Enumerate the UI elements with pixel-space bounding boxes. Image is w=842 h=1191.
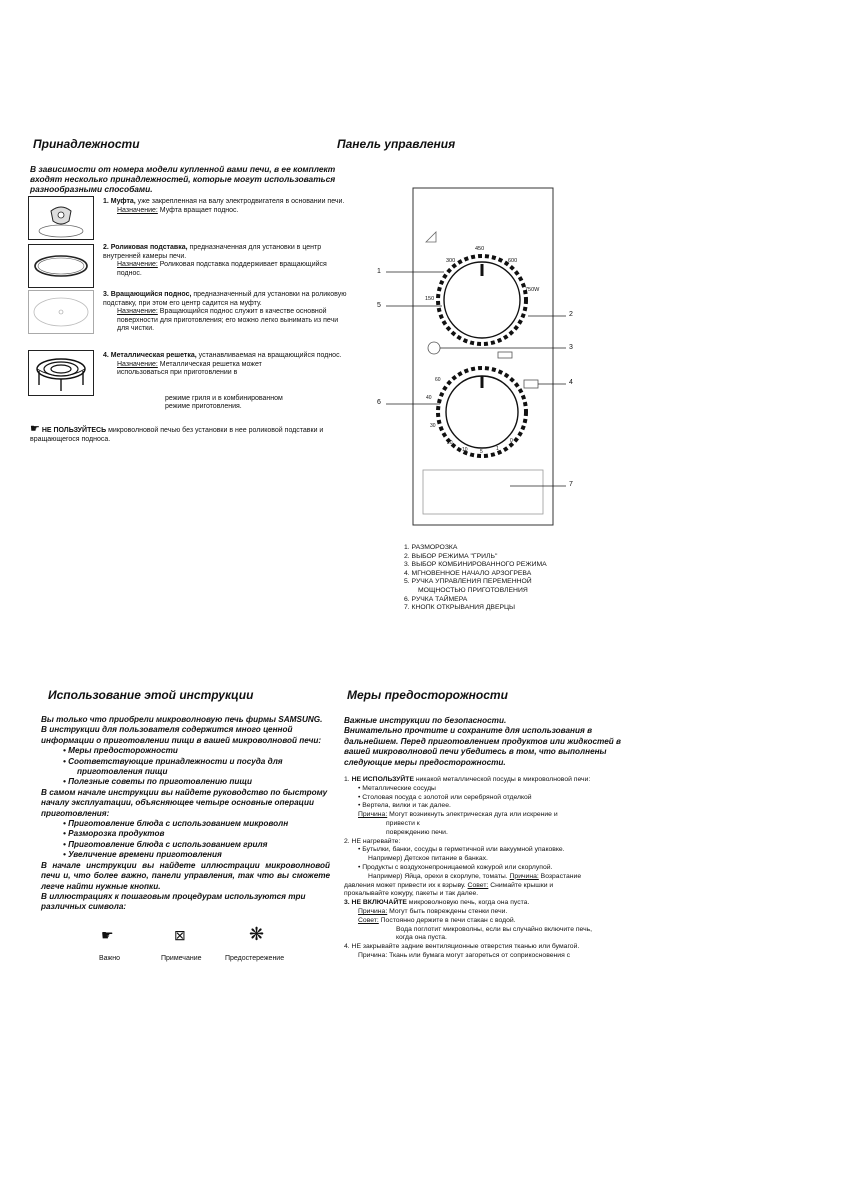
symbol-label-important: Важно — [99, 955, 121, 962]
legend-item: МОЩНОСТЬЮ ПРИГОТОВЛЕНИЯ — [418, 586, 528, 594]
legend-item: 2. ВЫБОР РЕЖИМА "ГРИЛЬ" — [404, 552, 498, 560]
callout-7: 7 — [569, 481, 573, 488]
reason-label: Причина: — [509, 872, 539, 880]
accessory-item-3 — [103, 291, 348, 334]
precaution-line: • Вертела, вилки и так далее. — [358, 802, 451, 810]
precaution-text: Снимайте крышки и — [490, 881, 554, 889]
accessory-item-4 — [103, 352, 348, 412]
control-panel-diagram — [370, 180, 590, 530]
callout-1: 1 — [377, 268, 381, 275]
purpose-label: Назначение: — [117, 261, 158, 269]
callout-2: 2 — [569, 311, 573, 318]
precaution-line: • Бутылки, банки, сосуды в герметичной или вакуумной упаковке. — [358, 846, 565, 854]
power-150: 150 — [425, 296, 435, 302]
purpose-text-cont: режиме гриля и в комбинированном режиме приготовления. — [165, 394, 283, 411]
power-600: 600 — [508, 258, 518, 264]
precaution-line — [344, 899, 644, 908]
symbol-label-caution: Предостережение — [225, 955, 285, 962]
power-750w: 750W — [525, 287, 540, 293]
precaution-line — [344, 917, 644, 926]
usage-paragraph-1: Вы только что приобрели микроволновую печь фирмы SAMSUNG. В инструкции для пользователя содержится много ценной информации о приготовлении пищи в вашей микроволновой печи: — [41, 715, 323, 745]
precaution-line: Вода поглотит микроволны, если вы случайно включите печь, — [396, 925, 593, 933]
important-hand-icon: ☛ — [101, 927, 114, 943]
purpose-text: Муфта вращает поднос. — [159, 206, 239, 214]
precaution-line: привести к — [386, 820, 420, 828]
legend-item: 7. КНОПК ОТКРЫВАНИЯ ДВЕРЦЫ — [404, 604, 516, 612]
precaution-line: прокалывайте кожуру, пакеты и так далее. — [344, 890, 479, 898]
purpose-label: Назначение: — [117, 206, 158, 214]
precaution-text: Например) Яйца, орехи в скорлупе, томаты. — [368, 872, 508, 880]
precaution-line: 4. НЕ закрывайте задние вентиляционные отверстия тканью или бумагой. — [344, 943, 580, 951]
precaution-line: Причина: Ткань или бумага могут загореться от соприкосновения с — [358, 951, 571, 959]
turntable-warning — [30, 425, 350, 444]
control-panel-title: Панель управления — [337, 137, 456, 151]
reason-label: Причина: — [358, 907, 388, 915]
precaution-line: 2. НЕ нагревайте: — [344, 837, 401, 845]
power-300: 300 — [446, 258, 456, 264]
warning-text: микроволновой печью без установки в нее роликовой подставки и вращающегося подноса. — [30, 427, 324, 443]
timer-60: 60 — [435, 377, 441, 383]
precaution-text: никакой металлической посуды в микроволновой печи: — [415, 776, 591, 784]
callout-4: 4 — [569, 379, 573, 386]
timer-1: 1 — [496, 446, 499, 452]
legend-item: 3. ВЫБОР КОМБИНИРОВАННОГО РЕЖИМА — [404, 561, 547, 569]
usage-bullet: • Приготовление блюда с использованием микроволн — [63, 819, 289, 829]
coupler-image — [28, 196, 94, 240]
timer-40: 40 — [426, 395, 432, 401]
item-bold: 1. Муфта, — [103, 198, 136, 205]
precaution-line: • Продукты с воздухонепроницаемой кожурой или скорлупой. — [358, 864, 553, 871]
purpose-text: Вращающийся поднос служит в качестве основной поверхности для приготовления; его можно легко вынимать из печи для чистки. — [117, 308, 339, 333]
timer-0: 0 — [510, 438, 513, 444]
item-text: уже закрепленная на валу электродвигателя в основании печи. — [137, 198, 345, 205]
timer-10: 10 — [462, 447, 468, 453]
precaution-line — [344, 873, 644, 882]
tip-label: Совет: — [467, 881, 489, 889]
precaution-line — [344, 908, 644, 917]
accessories-intro: В зависимости от номера модели купленной вами печи, в ее комплект входят несколько принадлежностей, которые могут использоваться разнообразными способами. — [30, 164, 336, 194]
precaution-text: Могут быть повреждены стенки печи. — [389, 907, 508, 915]
usage-bullet: • Меры предосторожности — [63, 746, 178, 756]
usage-paragraph-3: В начале инструкции вы найдете иллюстрации микроволновой печи и, что более важно, панели управления, так что вы сможете легче найти нужные кнопки. — [41, 860, 330, 891]
legend-item: 1. РАЗМОРОЗКА — [404, 544, 458, 551]
precaution-line: когда она пуста. — [396, 934, 447, 942]
precaution-text: давления может привести их к взрыву. — [344, 881, 466, 889]
precaution-line: Например) Детское питание в банках. — [368, 855, 488, 863]
turntable-image — [28, 290, 94, 334]
metal-rack-image — [28, 350, 94, 396]
legend-item: 6. РУЧКА ТАЙМЕРА — [404, 595, 468, 603]
important-hand-icon: ☛ — [30, 423, 40, 435]
power-450: 450 — [475, 246, 485, 252]
reason-label: Причина: — [358, 811, 388, 819]
precaution-text: микроволновую печь, когда она пуста. — [408, 899, 530, 907]
tip-label: Совет: — [358, 916, 379, 924]
usage-bullet: приготовления пищи — [77, 767, 168, 777]
usage-bullet: • Разморозка продуктов — [63, 829, 165, 839]
warning-bold: НЕ ПОЛЬЗУЙТЕСЬ — [41, 427, 107, 434]
precaution-text: Могут возникнуть электрическая дуга или искрение и — [389, 811, 558, 819]
purpose-text: Роликовая подставка поддерживает вращающийся поднос. — [117, 261, 327, 277]
accessory-item-1 — [103, 198, 348, 215]
legend-item: 5. РУЧКА УПРАВЛЕНИЯ ПЕРЕМЕННОЙ — [404, 578, 532, 586]
usage-bullet: • Приготовление блюда с использованием гриля — [63, 839, 268, 849]
usage-paragraph-2: В самом начале инструкции вы найдете руководство по быстрому началу эксплуатации, объясняющее четыре основные операции приготовления: — [41, 787, 328, 818]
legend-item: 4. МГНОВЕННОЕ НАЧАЛО АРЗОГРЕВА — [404, 569, 532, 577]
timer-20: 20 — [447, 440, 453, 446]
control-panel-legend — [404, 544, 547, 613]
usage-bullet: • Полезные советы по приготовлению пищи — [63, 777, 252, 787]
callout-5: 5 — [377, 302, 381, 309]
callout-3: 3 — [569, 344, 573, 351]
item-bold: 2. Роликовая подставка, — [103, 244, 188, 251]
note-box-icon: ⊠ — [174, 927, 186, 943]
precaution-text: Возрастание — [540, 872, 582, 880]
usage-bullet: • Увеличение времени приготовления — [63, 850, 222, 860]
item-bold: 3. Вращающийся поднос, — [103, 291, 192, 298]
precautions-body — [344, 716, 644, 961]
precaution-line — [344, 811, 644, 820]
callout-6: 6 — [377, 399, 381, 406]
roller-ring-image — [28, 244, 94, 288]
precaution-bold: НЕ ИСПОЛЬЗУЙТЕ — [351, 776, 414, 784]
purpose-label: Назначение: — [117, 360, 158, 368]
usage-body — [41, 715, 330, 913]
precaution-line: повреждению печи. — [386, 828, 448, 836]
item-text: предназначенная для установки в центр внутренней камеры печи. — [103, 244, 322, 260]
usage-title: Использование этой инструкции — [48, 688, 254, 702]
purpose-label: Назначение: — [117, 308, 158, 316]
usage-bullet: • Соответствующие принадлежности и посуда для — [63, 756, 283, 766]
precaution-line: • Столовая посуда с золотой или серебряной отделкой — [358, 793, 532, 801]
item-text: устанавливаемая на вращающийся поднос. — [198, 352, 342, 359]
precautions-intro-1: Важные инструкции по безопасности. — [344, 716, 507, 725]
accessories-title: Принадлежности — [33, 137, 140, 151]
precautions-intro-2: Внимательно прочтите и сохраните для использования в дальнейшем. Перед приготовлением продуктов или жидкостей в вашей микроволновой печи убедитесь в том, что выполнены следующие меры предосторожности. — [344, 726, 621, 767]
precaution-text: Постоянно держите в печи стакан с водой. — [380, 916, 516, 924]
precaution-line: 1. НЕ ИСПОЛЬЗУЙТЕ никакой металлической посуды в микроволновой печи: — [344, 776, 591, 784]
precautions-title: Меры предосторожности — [347, 688, 508, 702]
timer-30: 30 — [430, 423, 436, 429]
precaution-bold: 3. НЕ ВКЛЮЧАЙТЕ — [344, 899, 407, 907]
caution-asterisk-icon: ❋ — [249, 924, 265, 944]
item-bold: 4. Металлическая решетка, — [103, 352, 197, 359]
timer-5: 5 — [480, 449, 483, 455]
precaution-line: • Металлические сосуды — [358, 784, 436, 792]
purpose-text: Металлическая решетка может использоваться при приготовлении в — [117, 360, 262, 377]
accessory-item-2 — [103, 244, 348, 278]
usage-paragraph-4: В иллюстрациях к пошаговым процедурам используются три различных символа: — [41, 891, 306, 912]
item-text: предназначенный для установки на роликовую подставку, при этом его центр садится на муфту. — [103, 291, 347, 307]
symbol-label-note: Примечание — [161, 955, 202, 962]
